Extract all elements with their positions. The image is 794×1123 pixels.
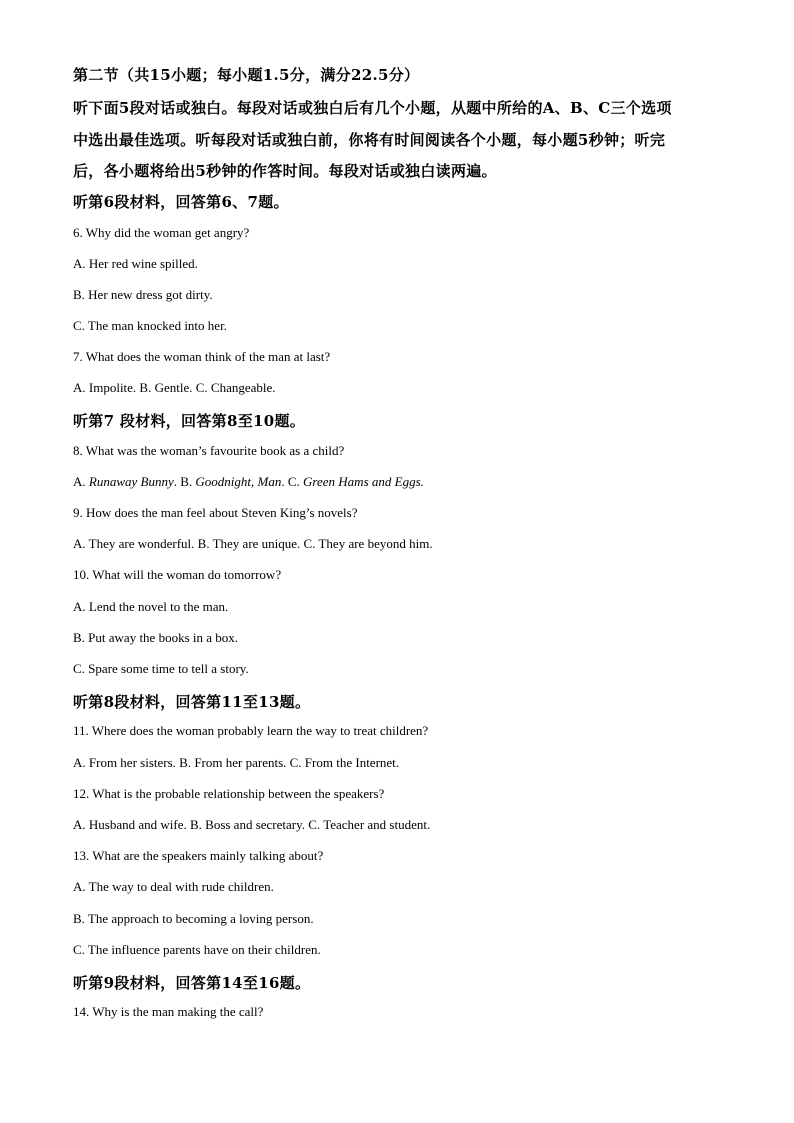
instructions-line-1: 听下面5段对话或独白。每段对话或独白后有几个小题，从题中所给的A、B、C三个选项 xyxy=(73,99,672,117)
question-6-option-b: B. Her new dress got dirty. xyxy=(73,287,213,302)
question-8-option-a-label: A. xyxy=(73,474,89,489)
question-8-options xyxy=(73,474,734,490)
question-11: 11. Where does the woman probably learn the way to treat children? xyxy=(73,723,429,738)
question-8-option-b-label: . B. xyxy=(173,474,196,489)
question-8: 8. What was the woman’s favourite book as a child? xyxy=(73,443,345,458)
question-13-option-c: C. The influence parents have on their children. xyxy=(73,942,321,957)
group-header-7: 听第7 段材料，回答第8至10题。 xyxy=(73,412,306,430)
question-13: 13. What are the speakers mainly talking about? xyxy=(73,848,324,863)
question-13-option-a: A. The way to deal with rude children. xyxy=(73,879,274,894)
question-7: 7. What does the woman think of the man at last? xyxy=(73,349,331,364)
question-7-options: A. Impolite. B. Gentle. C. Changeable. xyxy=(73,380,276,395)
question-6-option-c: C. The man knocked into her. xyxy=(73,318,227,333)
question-10: 10. What will the woman do tomorrow? xyxy=(73,567,282,582)
question-8-option-b: Goodnight, Man xyxy=(195,474,282,489)
group-header-8: 听第8段材料，回答第11至13题。 xyxy=(73,693,311,711)
question-14: 14. Why is the man making the call? xyxy=(73,1004,264,1019)
section-heading: 第二节（共15小题；每小题1.5分，满分22.5分） xyxy=(73,66,420,84)
question-9-options: A. They are wonderful. B. They are unique. C. They are beyond him. xyxy=(73,536,433,551)
question-6: 6. Why did the woman get angry? xyxy=(73,225,250,240)
question-8-option-a: Runaway Bunny xyxy=(88,474,174,489)
question-8-option-c-label: . C. xyxy=(281,474,304,489)
question-13-option-b: B. The approach to becoming a loving person. xyxy=(73,911,314,926)
question-10-option-b: B. Put away the books in a box. xyxy=(73,630,239,645)
question-8-option-c: Green Hams and Eggs. xyxy=(303,474,424,489)
question-12-options: A. Husband and wife. B. Boss and secretary. C. Teacher and student. xyxy=(73,817,431,832)
group-header-6: 听第6段材料，回答第6、7题。 xyxy=(73,193,289,211)
question-6-option-a: A. Her red wine spilled. xyxy=(73,256,198,271)
instructions-line-2: 中选出最佳选项。听每段对话或独白前，你将有时间阅读各个小题，每小题5秒钟；听完 xyxy=(73,131,666,149)
group-header-9: 听第9段材料，回答第14至16题。 xyxy=(73,974,311,992)
question-9: 9. How does the man feel about Steven King’s novels? xyxy=(73,505,358,520)
question-11-options: A. From her sisters. B. From her parents. C. From the Internet. xyxy=(73,755,400,770)
question-12: 12. What is the probable relationship between the speakers? xyxy=(73,786,385,801)
question-10-option-a: A. Lend the novel to the man. xyxy=(73,599,229,614)
question-10-option-c: C. Spare some time to tell a story. xyxy=(73,661,249,676)
instructions-line-3: 后，各小题将给出5秒钟的作答时间。每段对话或独白读两遍。 xyxy=(73,162,497,180)
